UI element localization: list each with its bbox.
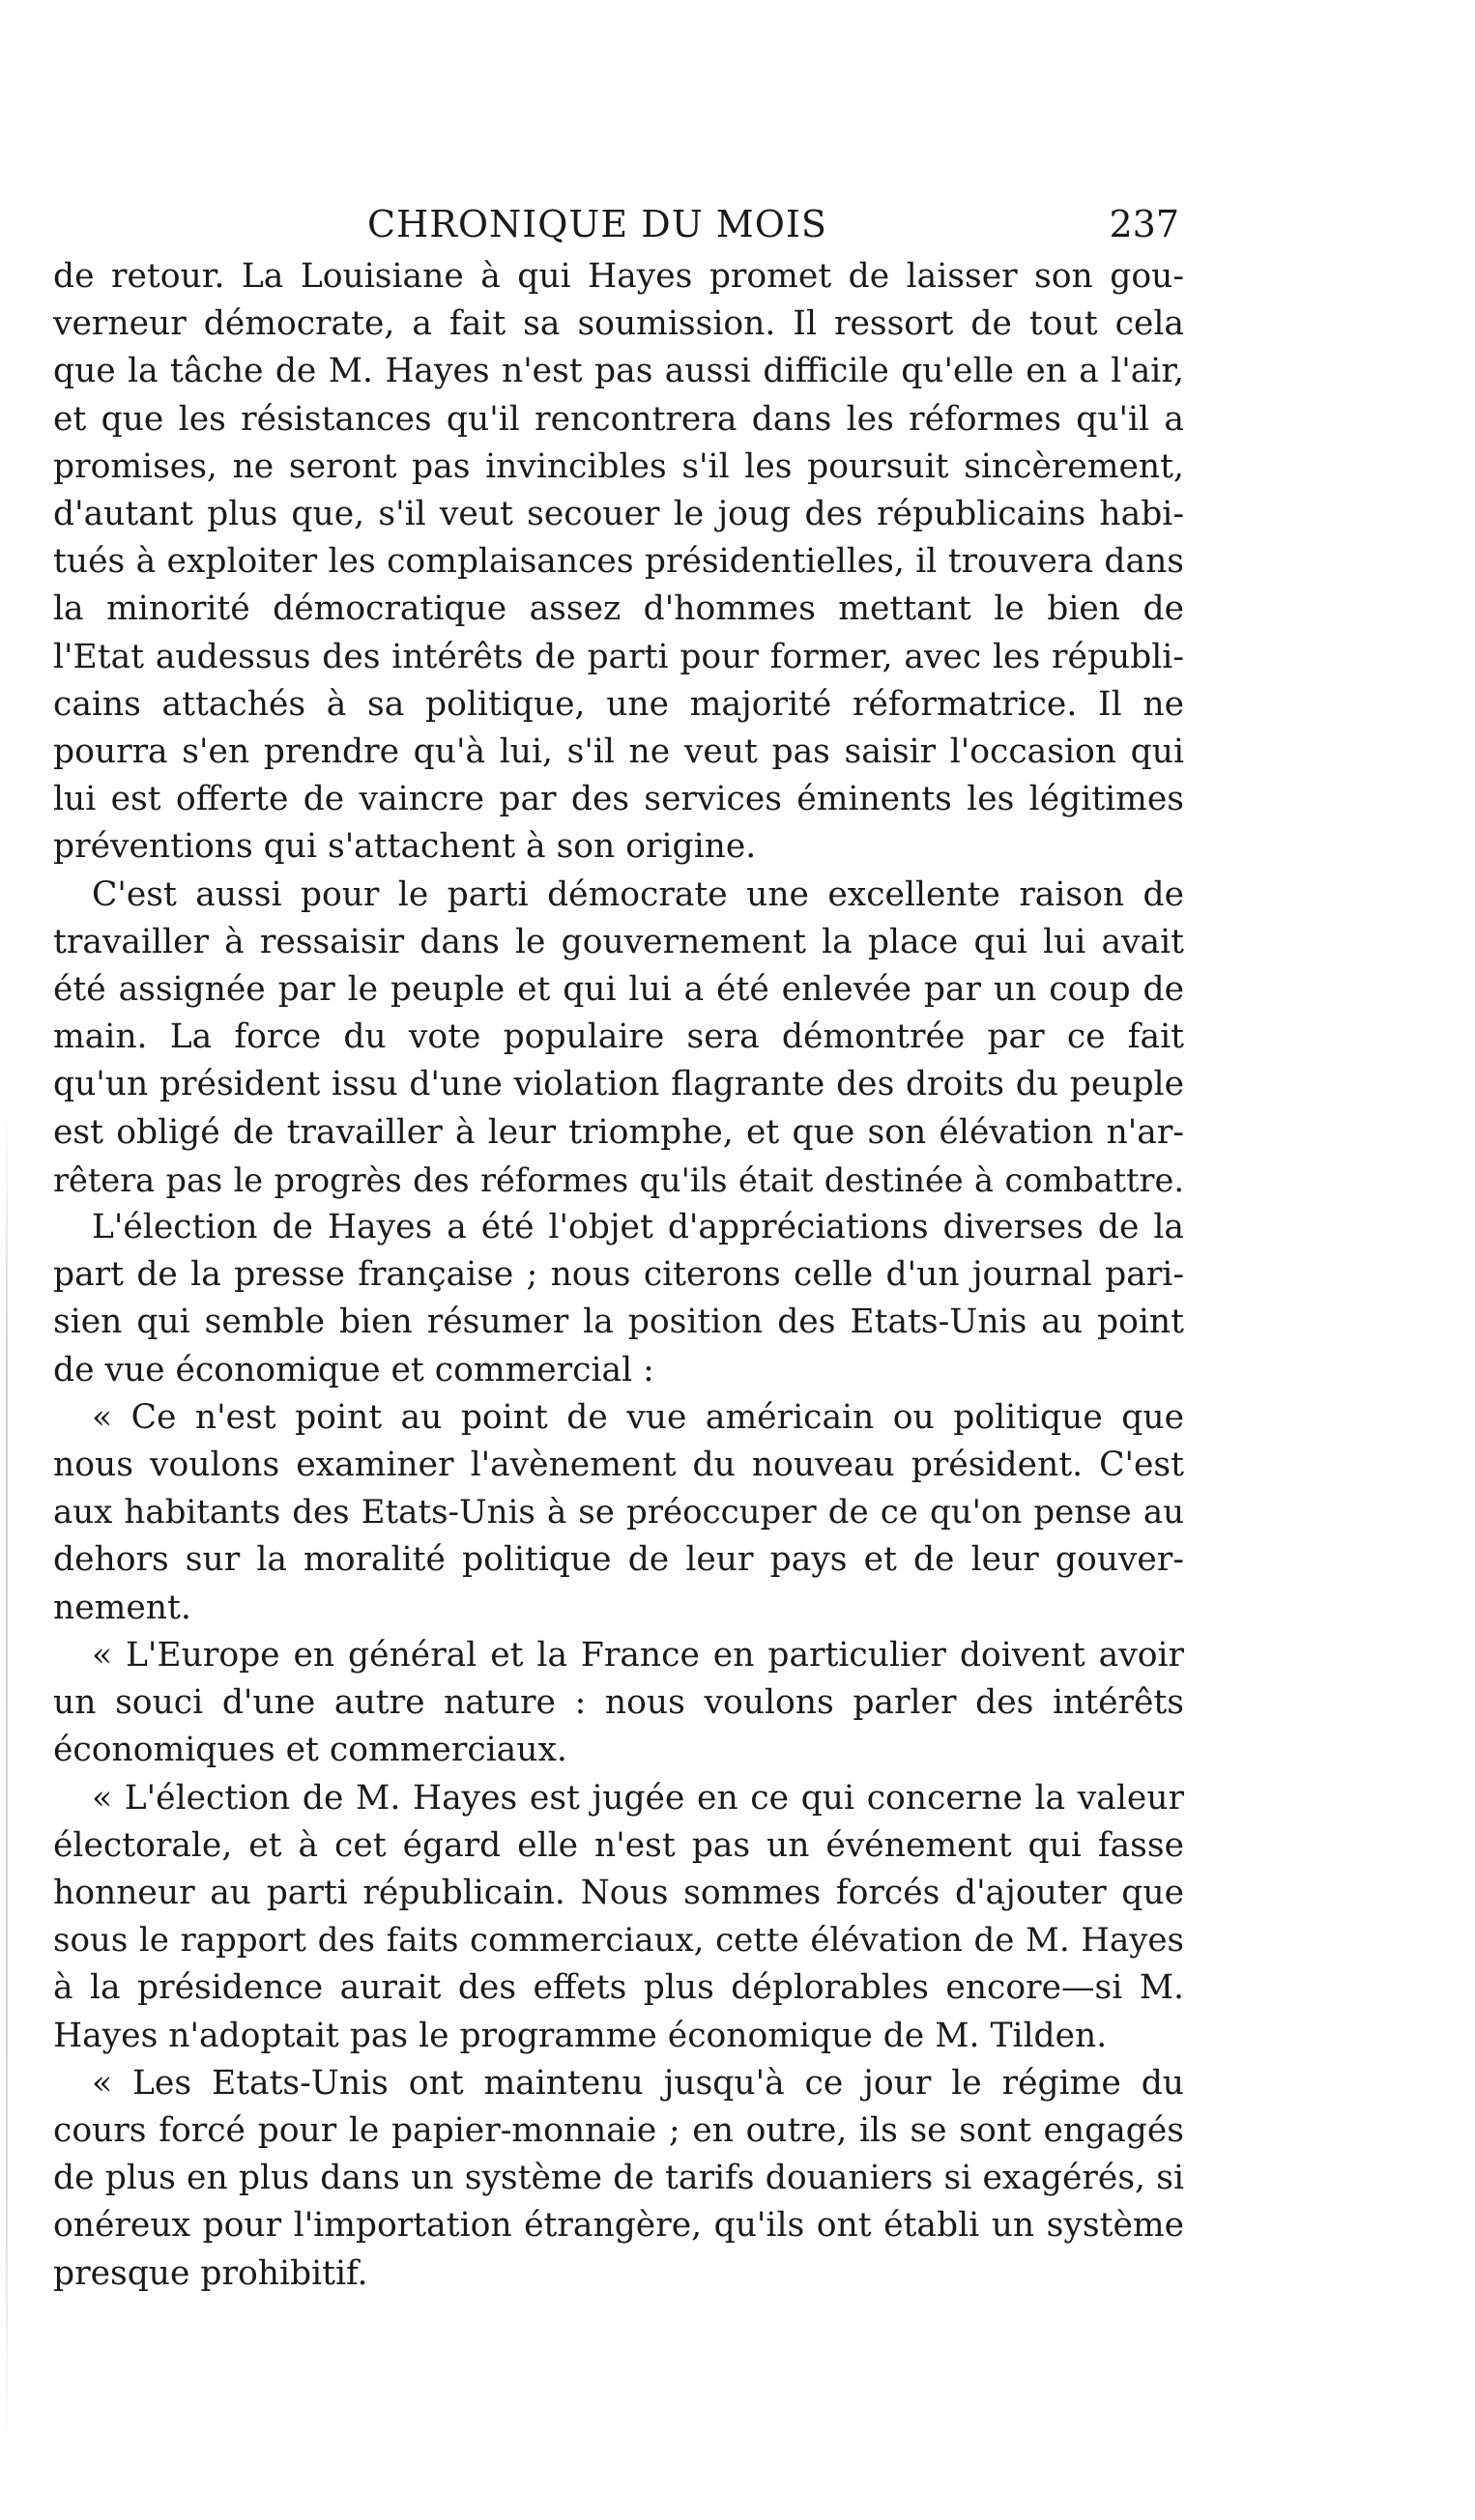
page-edge-shadow	[6, 1111, 8, 2445]
text-line: L'élection de Hayes a été l'objet d'appréciations diverses de la	[92, 1208, 1184, 1247]
text-line: et que les résistances qu'il rencontrera dans les réformes qu'il a	[53, 399, 1184, 439]
text-line: verneur démocrate, a fait sa soumission. Il ressort de tout cela	[53, 304, 1184, 344]
text-line: promises, ne seront pas invincibles s'il les poursuit sincèrement,	[53, 446, 1184, 486]
text-line: nement.	[53, 1588, 191, 1627]
text-line: à la présidence aurait des effets plus déplorables encore—si M.	[53, 1968, 1184, 2008]
text-line: « L'Europe en général et la France en particulier doivent avoir	[92, 1635, 1184, 1675]
text-line: est obligé de travailler à leur triomphe, et que son élévation n'ar-	[53, 1112, 1184, 1152]
text-line: « Les Etats-Unis ont maintenu jusqu'à ce jour le régime du	[92, 2063, 1184, 2103]
text-line: un souci d'une autre nature : nous voulons parler des intérêts	[53, 1683, 1184, 1723]
text-line: de vue économique et commercial :	[53, 1350, 654, 1389]
text-line: sous le rapport des faits commerciaux, cette élévation de M. Hayes	[53, 1921, 1184, 1961]
text-line: « Ce n'est point au point de vue américain ou politique que	[92, 1397, 1184, 1437]
text-line: d'autant plus que, s'il veut secouer le joug des républicains habi-	[53, 495, 1184, 534]
page-number: 237	[1109, 203, 1179, 245]
text-line: main. La force du vote populaire sera démontrée par ce fait	[53, 1017, 1184, 1057]
body-text	[53, 253, 1184, 2298]
text-line: de plus en plus dans un système de tarifs douaniers si exagérés, si	[53, 2159, 1184, 2198]
text-line: C'est aussi pour le parti démocrate une excellente raison de	[92, 874, 1184, 914]
text-line: de retour. La Louisiane à qui Hayes promet de laisser son gou-	[53, 257, 1184, 296]
text-line: travailler à ressaisir dans le gouvernement la place qui lui avait	[53, 922, 1184, 961]
text-line: Hayes n'adoptait pas le programme économique de M. Tilden.	[53, 2016, 1108, 2055]
text-line: que la tâche de M. Hayes n'est pas aussi difficile qu'elle en a l'air,	[53, 352, 1184, 391]
text-line: pourra s'en prendre qu'à lui, s'il ne veut pas saisir l'occasion qui	[53, 732, 1184, 772]
text-line: honneur au parti républicain. Nous sommes forcés d'ajouter que	[53, 1873, 1184, 1912]
text-line: préventions qui s'attachent à son origine.	[53, 827, 757, 867]
text-line: part de la presse française ; nous citerons celle d'un journal pari-	[53, 1255, 1184, 1295]
text-line: onéreux pour l'importation étrangère, qu'ils ont établi un système	[53, 2206, 1184, 2246]
text-line: cours forcé pour le papier-monnaie ; en outre, ils se sont engagés	[53, 2110, 1184, 2150]
text-line: été assignée par le peuple et qui lui a été enlevée par un coup de	[53, 970, 1184, 1010]
text-line: électorale, et à cet égard elle n'est pas un événement qui fasse	[53, 1825, 1184, 1865]
text-line: « L'élection de M. Hayes est jugée en ce qui concerne la valeur	[92, 1778, 1184, 1818]
running-title: CHRONIQUE DU MOIS	[367, 203, 827, 245]
text-line: cains attachés à sa politique, une majorité réformatrice. Il ne	[53, 684, 1184, 724]
text-line: presque prohibitif.	[53, 2253, 368, 2293]
text-line: lui est offerte de vaincre par des services éminents les légitimes	[53, 780, 1184, 819]
text-line: aux habitants des Etats-Unis à se préoccuper de ce qu'on pense au	[53, 1493, 1184, 1532]
text-line: la minorité démocratique assez d'hommes mettant le bien de	[53, 589, 1184, 629]
text-line: l'Etat audessus des intérêts de parti pour former, avec les républi-	[53, 637, 1184, 676]
text-line: dehors sur la moralité politique de leur pays et de leur gouver-	[53, 1540, 1184, 1580]
text-line: rêtera pas le progrès des réformes qu'ils était destinée à combattre.	[53, 1160, 1184, 1199]
text-line: tués à exploiter les complaisances présidentielles, il trouvera dans	[53, 542, 1184, 582]
page-header	[58, 191, 1179, 249]
text-line: nous voulons examiner l'avènement du nouveau président. C'est	[53, 1446, 1184, 1485]
text-line: qu'un président issu d'une violation flagrante des droits du peuple	[53, 1065, 1184, 1104]
text-line: économiques et commerciaux.	[53, 1731, 567, 1770]
text-line: sien qui semble bien résumer la position des Etats-Unis au point	[53, 1303, 1184, 1342]
